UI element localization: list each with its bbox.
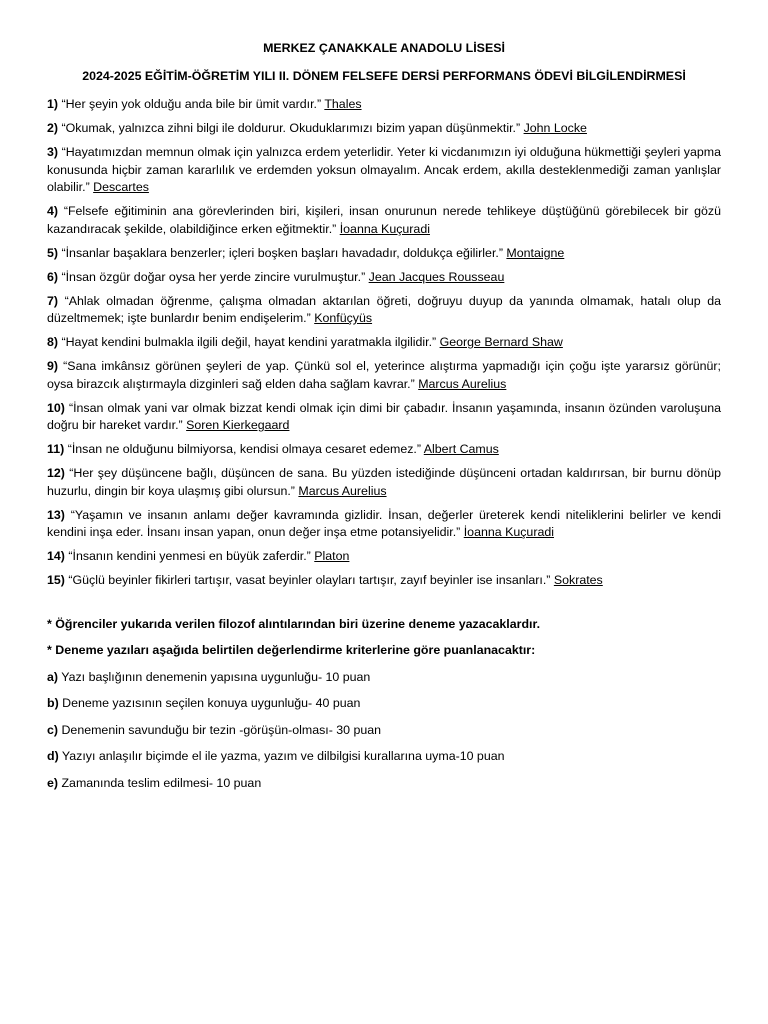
quote-item xyxy=(47,400,721,435)
quote-text: “İnsanlar başaklara benzerler; içleri boşken başları havadadır, doldukça eğilirler.” xyxy=(61,245,507,260)
quote-text: “Hayatımızdan memnun olmak için yalnızca erdem yeterlidir. Yeter ki vicdanımızın iyi olduğuna hükmettiği şeyleri yapma konusunda hiçbir zaman kararlılık ve erdemden yoksun olmayalım. Ancak erdem, akılla desteklenmediği zaman yanlışlar olabilir.” xyxy=(47,145,721,194)
quote-item xyxy=(47,334,721,352)
quote-author: İoanna Kuçuradi xyxy=(339,221,430,236)
quote-number: 10) xyxy=(47,400,65,415)
quote-item xyxy=(47,548,721,566)
criteria-list xyxy=(47,669,721,792)
criterion-item xyxy=(47,748,721,765)
criterion-text: Denemenin savunduğu bir tezin -görüşün-olması- 30 puan xyxy=(61,722,382,737)
quote-author: Thales xyxy=(324,97,362,111)
criterion-item xyxy=(47,722,721,739)
quote-number: 12) xyxy=(47,466,65,480)
quote-number: 3) xyxy=(47,145,59,159)
quote-text: “Her şey düşüncene bağlı, düşüncen de sana. Bu yüzden istediğinde düşünceni ortadan kaldırırsan, bir burnu dönüp huzurlu, dingin bir koya ulaşmış gibi olursun.” xyxy=(47,466,721,498)
instruction-note: * Deneme yazıları aşağıda belirtilen değerlendirme kriterlerine göre puanlanacaktır: xyxy=(47,643,536,657)
quote-text: “İnsanın kendini yenmesi en büyük zaferdir.” xyxy=(68,549,315,563)
quote-item xyxy=(47,572,721,590)
quote-text: “Her şeyin yok olduğu anda bile bir ümit vardır.” xyxy=(61,97,325,111)
quote-item xyxy=(47,269,721,287)
quote-item xyxy=(47,120,721,138)
quote-number: 11) xyxy=(47,442,65,456)
quote-author: İoanna Kuçuradi xyxy=(463,525,554,539)
quote-number: 2) xyxy=(47,121,59,135)
quote-author: Marcus Aurelius xyxy=(298,483,387,498)
criterion-letter: c) xyxy=(47,722,59,737)
quote-author: George Bernard Shaw xyxy=(439,335,563,349)
quote-author: Platon xyxy=(314,549,350,563)
quote-item xyxy=(47,96,721,114)
criterion-letter: a) xyxy=(47,669,59,684)
quote-number: 14) xyxy=(47,549,65,563)
quote-number: 15) xyxy=(47,573,65,587)
quote-author: Soren Kierkegaard xyxy=(186,418,290,432)
criterion-item xyxy=(47,669,721,686)
criterion-item xyxy=(47,695,721,712)
quote-text: “İnsan özgür doğar oysa her yerde zincire vurulmuştur.” xyxy=(61,269,369,284)
quote-item xyxy=(47,358,721,393)
quote-number: 8) xyxy=(47,335,59,349)
quote-author: Albert Camus xyxy=(423,442,499,456)
quote-author: Descartes xyxy=(93,180,149,194)
criterion-letter: b) xyxy=(47,696,59,710)
quote-author: Marcus Aurelius xyxy=(418,376,507,391)
quote-item xyxy=(47,245,721,263)
quote-item xyxy=(47,293,721,328)
quote-text: “Sana imkânsız görünen şeyleri de yap. Çünkü sol el, yeterince alıştırma yapmadığı için çoğu işte yararsız görünür; oysa birazcık alıştırmayla dizginleri sağ elden daha sağlam kavrar.” xyxy=(47,359,721,391)
quote-number: 9) xyxy=(47,359,59,373)
quote-text: “Hayat kendini bulmakla ilgili değil, hayat kendini yaratmakla ilgilidir.” xyxy=(61,335,440,349)
quote-text: “İnsan ne olduğunu bilmiyorsa, kendisi olmaya cesaret edemez.” xyxy=(67,442,424,456)
instruction-note: * Öğrenciler yukarıda verilen filozof alıntılarından biri üzerine deneme yazacaklardır. xyxy=(47,616,541,631)
quote-author: Jean Jacques Rousseau xyxy=(368,269,505,284)
quote-number: 5) xyxy=(47,245,59,260)
quote-number: 1) xyxy=(47,97,59,111)
quote-text: “Felsefe eğitiminin ana görevlerinden biri, kişileri, insan onurunun nerede tehlikeye düştüğünü görebilecek bir gözü kazandıracak şekilde, olabildiğince erken eğitmektir.” xyxy=(47,204,721,236)
quote-number: 6) xyxy=(47,269,59,284)
quote-item xyxy=(47,507,721,542)
quote-item xyxy=(47,441,721,459)
criterion-text: Yazı başlığının denemenin yapısına uygunluğu- 10 puan xyxy=(61,669,371,684)
quote-number: 4) xyxy=(47,204,59,218)
criterion-letter: e) xyxy=(47,775,59,790)
quote-text: “Ahlak olmadan öğrenme, çalışma olmadan aktarılan öğreti, doğruyu duyup da yanında olmamak, hatalı olup da düzeltmemek; işte bunlardır benim endişelerim.” xyxy=(47,293,721,325)
criterion-item xyxy=(47,775,721,792)
instructions-section xyxy=(47,616,721,660)
quote-text: “Okumak, yalnızca zihni bilgi ile doldurur. Okuduklarımızı bizim yapan düşünmektir.” xyxy=(61,121,524,135)
criterion-letter: d) xyxy=(47,749,59,763)
quote-text: “Yaşamın ve insanın anlamı değer kavramında gizlidir. İnsan, değerler üreterek kendi niteliklerini belirler ve kendi kendini inşa eder. İnsanı insan yapan, onun değer inşa etme potansiyelidir.” xyxy=(47,507,721,539)
document-title: MERKEZ ÇANAKKALE ANADOLU LİSESİ xyxy=(263,41,505,55)
criterion-text: Deneme yazısının seçilen konuya uygunluğu- 40 puan xyxy=(62,696,361,710)
quote-author: Konfüçyüs xyxy=(314,311,373,325)
quote-number: 13) xyxy=(47,507,65,522)
quote-author: Sokrates xyxy=(553,573,603,587)
quote-item xyxy=(47,203,721,238)
quote-number: 7) xyxy=(47,293,59,308)
quote-text: “İnsan olmak yani var olmak bizzat kendi olmak için dimi bir çabadır. İnsanın yaşamında, insanın özünden varoluşuna doğru bir hareket vardır.” xyxy=(47,400,721,432)
criterion-text: Yazıyı anlaşılır biçimde el ile yazma, yazım ve dilbilgisi kurallarına uyma-10 puan xyxy=(61,749,505,763)
quote-author: Montaigne xyxy=(506,245,565,260)
quote-author: John Locke xyxy=(523,121,587,135)
document-subtitle: 2024-2025 EĞİTİM-ÖĞRETİM YILI II. DÖNEM FELSEFE DERSİ PERFORMANS ÖDEVİ BİLGİLENDİRMESİ xyxy=(82,69,686,83)
quote-list xyxy=(47,96,721,590)
quote-item xyxy=(47,144,721,197)
quote-item xyxy=(47,465,721,500)
quote-text: “Güçlü beyinler fikirleri tartışır, vasat beyinler olayları tartışır, zayıf beyinler ise insanları.” xyxy=(68,573,554,587)
criterion-text: Zamanında teslim edilmesi- 10 puan xyxy=(61,775,262,790)
